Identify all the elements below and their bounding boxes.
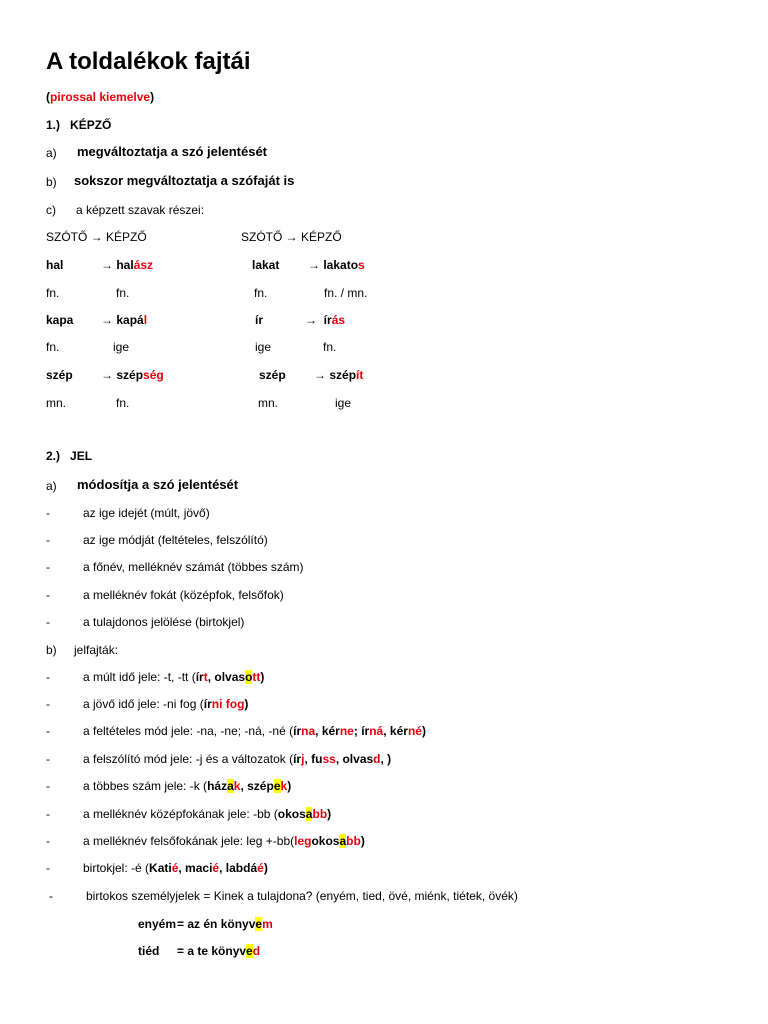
list-item: az ige módját (feltételes, felszólító)	[83, 533, 268, 547]
row2-left-pos1: fn.	[46, 340, 60, 354]
list-dash: -	[46, 724, 50, 738]
row3-right-base: szép	[259, 368, 286, 382]
row1-left-pos1: fn.	[46, 286, 60, 300]
row2-left-pos2: ige	[113, 340, 130, 354]
section-2-heading: 2.) JEL	[46, 449, 93, 463]
example-tied: = a te könyved	[177, 944, 261, 958]
row1-left-base: hal	[46, 258, 64, 272]
list-item-jovo: a jövő idő jele: -ni fog (írni fog)	[83, 697, 249, 711]
s2-a-label: a)	[46, 479, 57, 493]
list-item-felteteles: a feltételes mód jele: -na, -ne; -ná, -né (írna, kérne; írná, kérné)	[83, 724, 426, 738]
s1-b-label: b)	[46, 175, 57, 189]
row3-left-base: szép	[46, 368, 73, 382]
s1-c-text: a képzett szavak részei:	[76, 203, 205, 217]
list-item: a főnév, melléknév számát (többes szám)	[83, 560, 304, 574]
s1-c-label: c)	[46, 203, 56, 217]
row2-right-pos1: ige	[255, 340, 272, 354]
s1-a-label: a)	[46, 146, 57, 160]
list-dash: -	[46, 506, 50, 520]
example-tied-word: tiéd	[138, 944, 160, 958]
s2-a-text: módosítja a szó jelentését	[77, 477, 239, 492]
highlight-note: (pirossal kiemelve)	[46, 90, 155, 104]
list-dash: -	[46, 560, 50, 574]
example-enyem-word: enyém	[138, 917, 177, 931]
list-dash: -	[46, 834, 50, 848]
row3-left-derived: → szépség	[101, 368, 164, 382]
row3-right-pos2: ige	[335, 396, 352, 410]
row1-left-derived: → halász	[101, 258, 154, 272]
row2-left-base: kapa	[46, 313, 74, 327]
row1-right-pos1: fn.	[254, 286, 268, 300]
table-header-right: SZÓTŐ → KÉPZŐ	[241, 230, 342, 244]
row1-right-pos2: fn. / mn.	[324, 286, 368, 300]
section-1-heading: 1.) KÉPZŐ	[46, 118, 112, 132]
row2-left-derived: → kapál	[101, 313, 148, 327]
list-dash: -	[46, 533, 50, 547]
list-dash: -	[46, 670, 50, 684]
table-header-left: SZÓTŐ → KÉPZŐ	[46, 230, 147, 244]
row3-right-derived: → szépít	[314, 368, 364, 382]
row1-left-pos2: fn.	[116, 286, 130, 300]
list-dash: -	[49, 889, 53, 903]
list-dash: -	[46, 779, 50, 793]
list-dash: -	[46, 697, 50, 711]
list-item-felszolito: a felszólító mód jele: -j és a változatok (írj, fuss, olvasd, )	[83, 752, 392, 766]
row1-right-derived: → lakatos	[308, 258, 365, 272]
s2-b-text: jelfajták:	[74, 643, 119, 657]
list-item-birtokjel: birtokjel: -é (Katié, macié, labdáé)	[83, 861, 268, 875]
s2-b-label: b)	[46, 643, 57, 657]
list-item-szemelyjelek: birtokos személyjelek = Kinek a tulajdona? (enyém, tied, övé, miénk, tiétek, övék)	[86, 889, 518, 903]
row2-right-base: ír	[255, 313, 264, 327]
list-dash: -	[46, 588, 50, 602]
row3-left-pos1: mn.	[46, 396, 67, 410]
example-enyem: = az én könyvem	[177, 917, 273, 931]
list-dash: -	[46, 752, 50, 766]
row1-right-base: lakat	[252, 258, 280, 272]
row3-right-pos1: mn.	[258, 396, 279, 410]
list-item: a tulajdonos jelölése (birtokjel)	[83, 615, 245, 629]
s1-a-text: megváltoztatja a szó jelentését	[77, 144, 268, 159]
list-dash: -	[46, 861, 50, 875]
list-item-tobbes: a többes szám jele: -k (házak, szépek)	[83, 779, 292, 793]
list-item-felsofok: a melléknév felsőfokának jele: leg +-bb(legokosabb)	[83, 834, 365, 848]
page-title: A toldalékok fajtái	[46, 48, 251, 75]
list-item: a melléknév fokát (középfok, felsőfok)	[83, 588, 284, 602]
list-dash: -	[46, 615, 50, 629]
list-dash: -	[46, 807, 50, 821]
list-item: az ige idejét (múlt, jövő)	[83, 506, 210, 520]
list-item-mult: a múlt idő jele: -t, -tt (írt, olvasott)	[83, 670, 265, 684]
row2-right-derived: → írás	[305, 313, 346, 327]
row2-right-pos2: fn.	[323, 340, 337, 354]
s1-b-text: sokszor megváltoztatja a szófaját is	[74, 173, 295, 188]
row3-left-pos2: fn.	[116, 396, 130, 410]
list-item-kozepfok: a melléknév középfokának jele: -bb (okosabb)	[83, 807, 332, 821]
